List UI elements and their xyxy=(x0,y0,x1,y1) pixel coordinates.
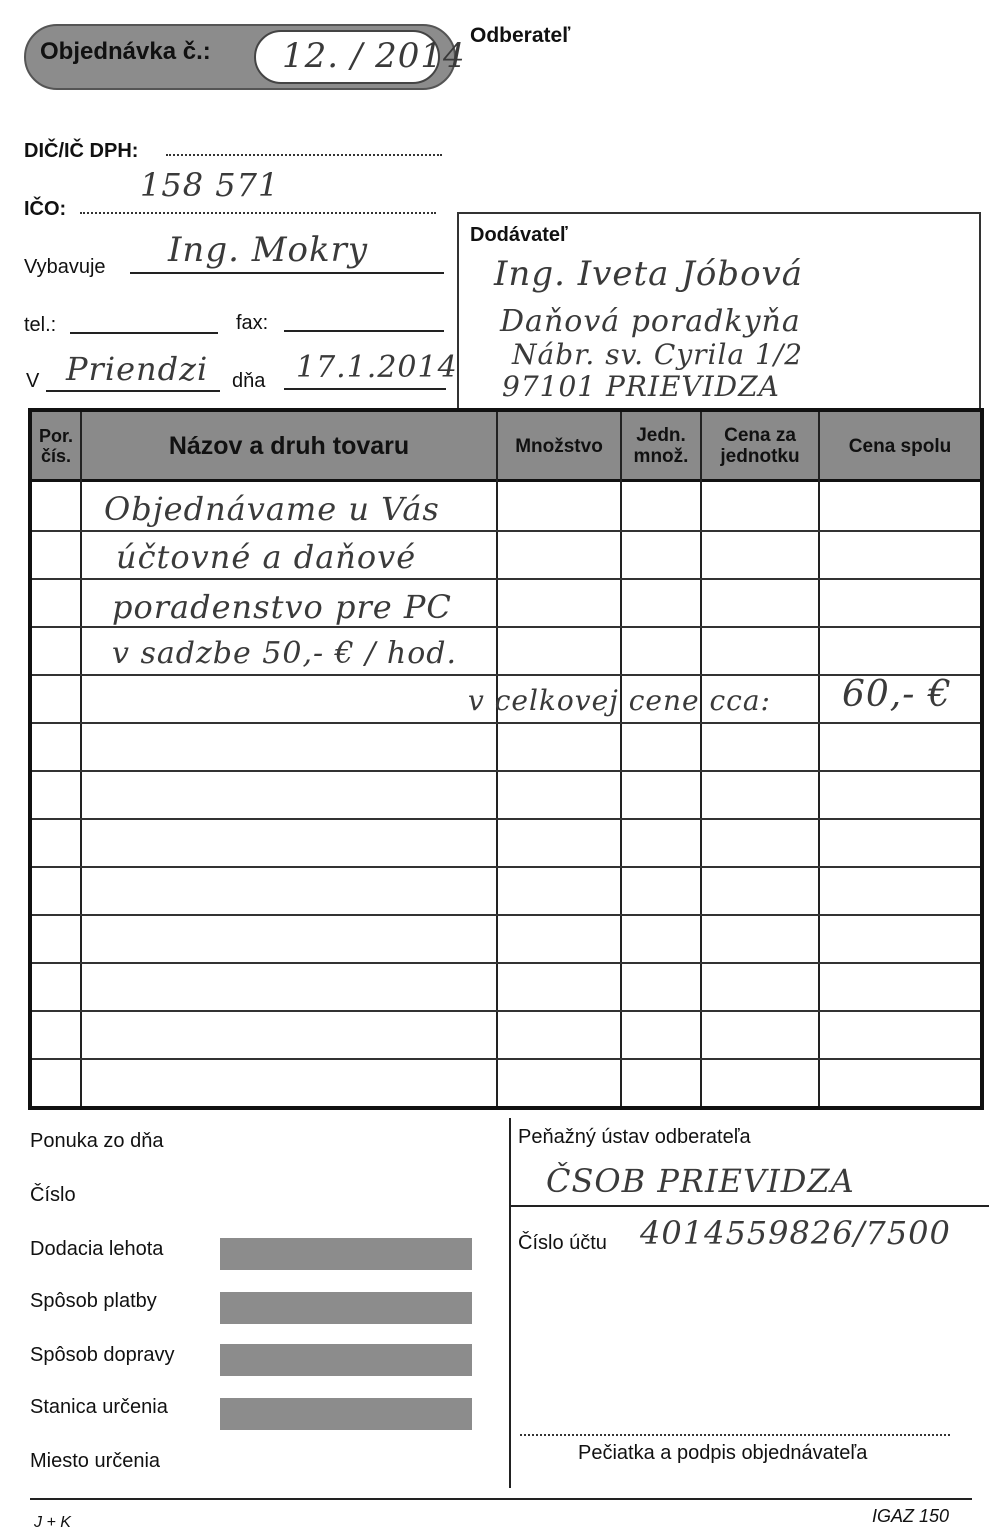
column-header-unit-line1: Jedn. xyxy=(636,425,686,447)
tel-field[interactable] xyxy=(70,332,218,334)
publisher-mark: J + K xyxy=(34,1514,71,1531)
item-line: účtovné a daňové xyxy=(116,538,417,576)
offer-date-label: Ponuka zo dňa xyxy=(30,1130,164,1152)
bank-value: ČSOB PRIEVIDZA xyxy=(546,1162,855,1200)
vat-id-label: DIČ/IČ DPH: xyxy=(24,140,139,162)
destination-station-field[interactable] xyxy=(220,1398,472,1430)
company-id-value: 158 571 xyxy=(140,166,280,204)
payment-method-field[interactable] xyxy=(220,1292,472,1324)
date-label: dňa xyxy=(232,370,266,392)
total-text: v celkovej cene cca: xyxy=(468,684,771,717)
table-row-line xyxy=(32,722,980,724)
account-label: Číslo účtu xyxy=(518,1232,607,1254)
place-label: V xyxy=(26,370,40,392)
table-row-line xyxy=(32,626,980,628)
bottom-rule xyxy=(30,1498,972,1500)
delivery-term-field[interactable] xyxy=(220,1238,472,1270)
column-separator xyxy=(80,412,82,1106)
form-code: IGAZ 150 xyxy=(872,1506,950,1526)
table-row-line xyxy=(32,578,980,580)
column-header-unit-price-line1: Cena za xyxy=(724,425,796,447)
handled-by-field[interactable] xyxy=(130,272,444,274)
destination-place-label: Miesto určenia xyxy=(30,1450,161,1472)
column-header-no-line1: Por. xyxy=(38,426,73,447)
bank-divider xyxy=(511,1205,989,1207)
supplier-title: Daňová poradkyňa xyxy=(500,304,801,339)
date-value: 17.1.2014 xyxy=(296,350,458,385)
signature-line[interactable] xyxy=(520,1434,950,1436)
handled-by-value: Ing. Mokry xyxy=(168,230,369,270)
bank-label: Peňažný ústav odberateľa xyxy=(518,1126,751,1148)
company-id-field[interactable] xyxy=(80,212,436,214)
supplier-name: Ing. Iveta Jóbová xyxy=(494,254,804,294)
column-separator xyxy=(818,412,820,1106)
offer-number-label: Číslo xyxy=(30,1184,76,1206)
tel-label: tel.: xyxy=(24,314,57,336)
column-header-unit-line2: množ. xyxy=(633,446,689,467)
transport-method-label: Spôsob dopravy xyxy=(30,1344,175,1366)
supplier-heading: Dodávateľ xyxy=(470,224,568,246)
account-value: 4014559826/7500 xyxy=(640,1214,951,1252)
table-row-line xyxy=(32,1010,980,1012)
item-line: v sadzbe 50,- € / hod. xyxy=(112,636,458,671)
column-header-unit-price-line2: jednotku xyxy=(720,446,800,467)
table-row-line xyxy=(32,914,980,916)
table-row-line xyxy=(32,1058,980,1060)
column-header-no xyxy=(32,414,80,480)
order-number-label: Objednávka č.: xyxy=(40,38,211,65)
table-row-line xyxy=(32,530,980,532)
table-row-line xyxy=(32,674,980,676)
place-value: Priendzi xyxy=(66,350,209,388)
table-row-line xyxy=(32,770,980,772)
table-row-line xyxy=(32,962,980,964)
order-number-value: 12. / 2014 xyxy=(282,36,466,76)
column-separator xyxy=(620,412,622,1106)
table-row-line xyxy=(32,866,980,868)
place-field[interactable] xyxy=(46,390,220,392)
column-header-qty: Množstvo xyxy=(515,435,603,457)
customer-heading: Odberateľ xyxy=(470,24,571,47)
fax-field[interactable] xyxy=(284,330,444,332)
delivery-term-label: Dodacia lehota xyxy=(30,1238,164,1260)
column-header-total: Cena spolu xyxy=(848,435,952,457)
supplier-street: Nábr. sv. Cyrila 1/2 xyxy=(512,338,804,371)
destination-station-label: Stanica určenia xyxy=(30,1396,168,1418)
item-line: poradenstvo pre PC xyxy=(112,588,452,626)
column-header-no-line2: čís. xyxy=(40,446,72,466)
column-separator xyxy=(496,412,498,1106)
fax-label: fax: xyxy=(236,312,269,334)
stamp-signature-label: Pečiatka a podpis objednávateľa xyxy=(578,1442,868,1464)
column-header-unit xyxy=(622,414,700,480)
table-row-line xyxy=(32,818,980,820)
payment-method-label: Spôsob platby xyxy=(30,1290,157,1312)
column-header-name: Názov a druh tovaru xyxy=(168,432,410,461)
column-header-unit-price xyxy=(702,414,818,480)
column-separator xyxy=(700,412,702,1106)
supplier-city: 97101 PRIEVIDZA xyxy=(502,370,780,403)
vat-id-field[interactable] xyxy=(166,154,442,156)
transport-method-field[interactable] xyxy=(220,1344,472,1376)
total-value: 60,- € xyxy=(842,674,952,715)
date-field[interactable] xyxy=(284,388,446,390)
footer-divider xyxy=(509,1118,511,1488)
handled-by-label: Vybavuje xyxy=(24,256,106,278)
company-id-label: IČO: xyxy=(24,198,67,220)
item-line: Objednávame u Vás xyxy=(104,490,440,528)
